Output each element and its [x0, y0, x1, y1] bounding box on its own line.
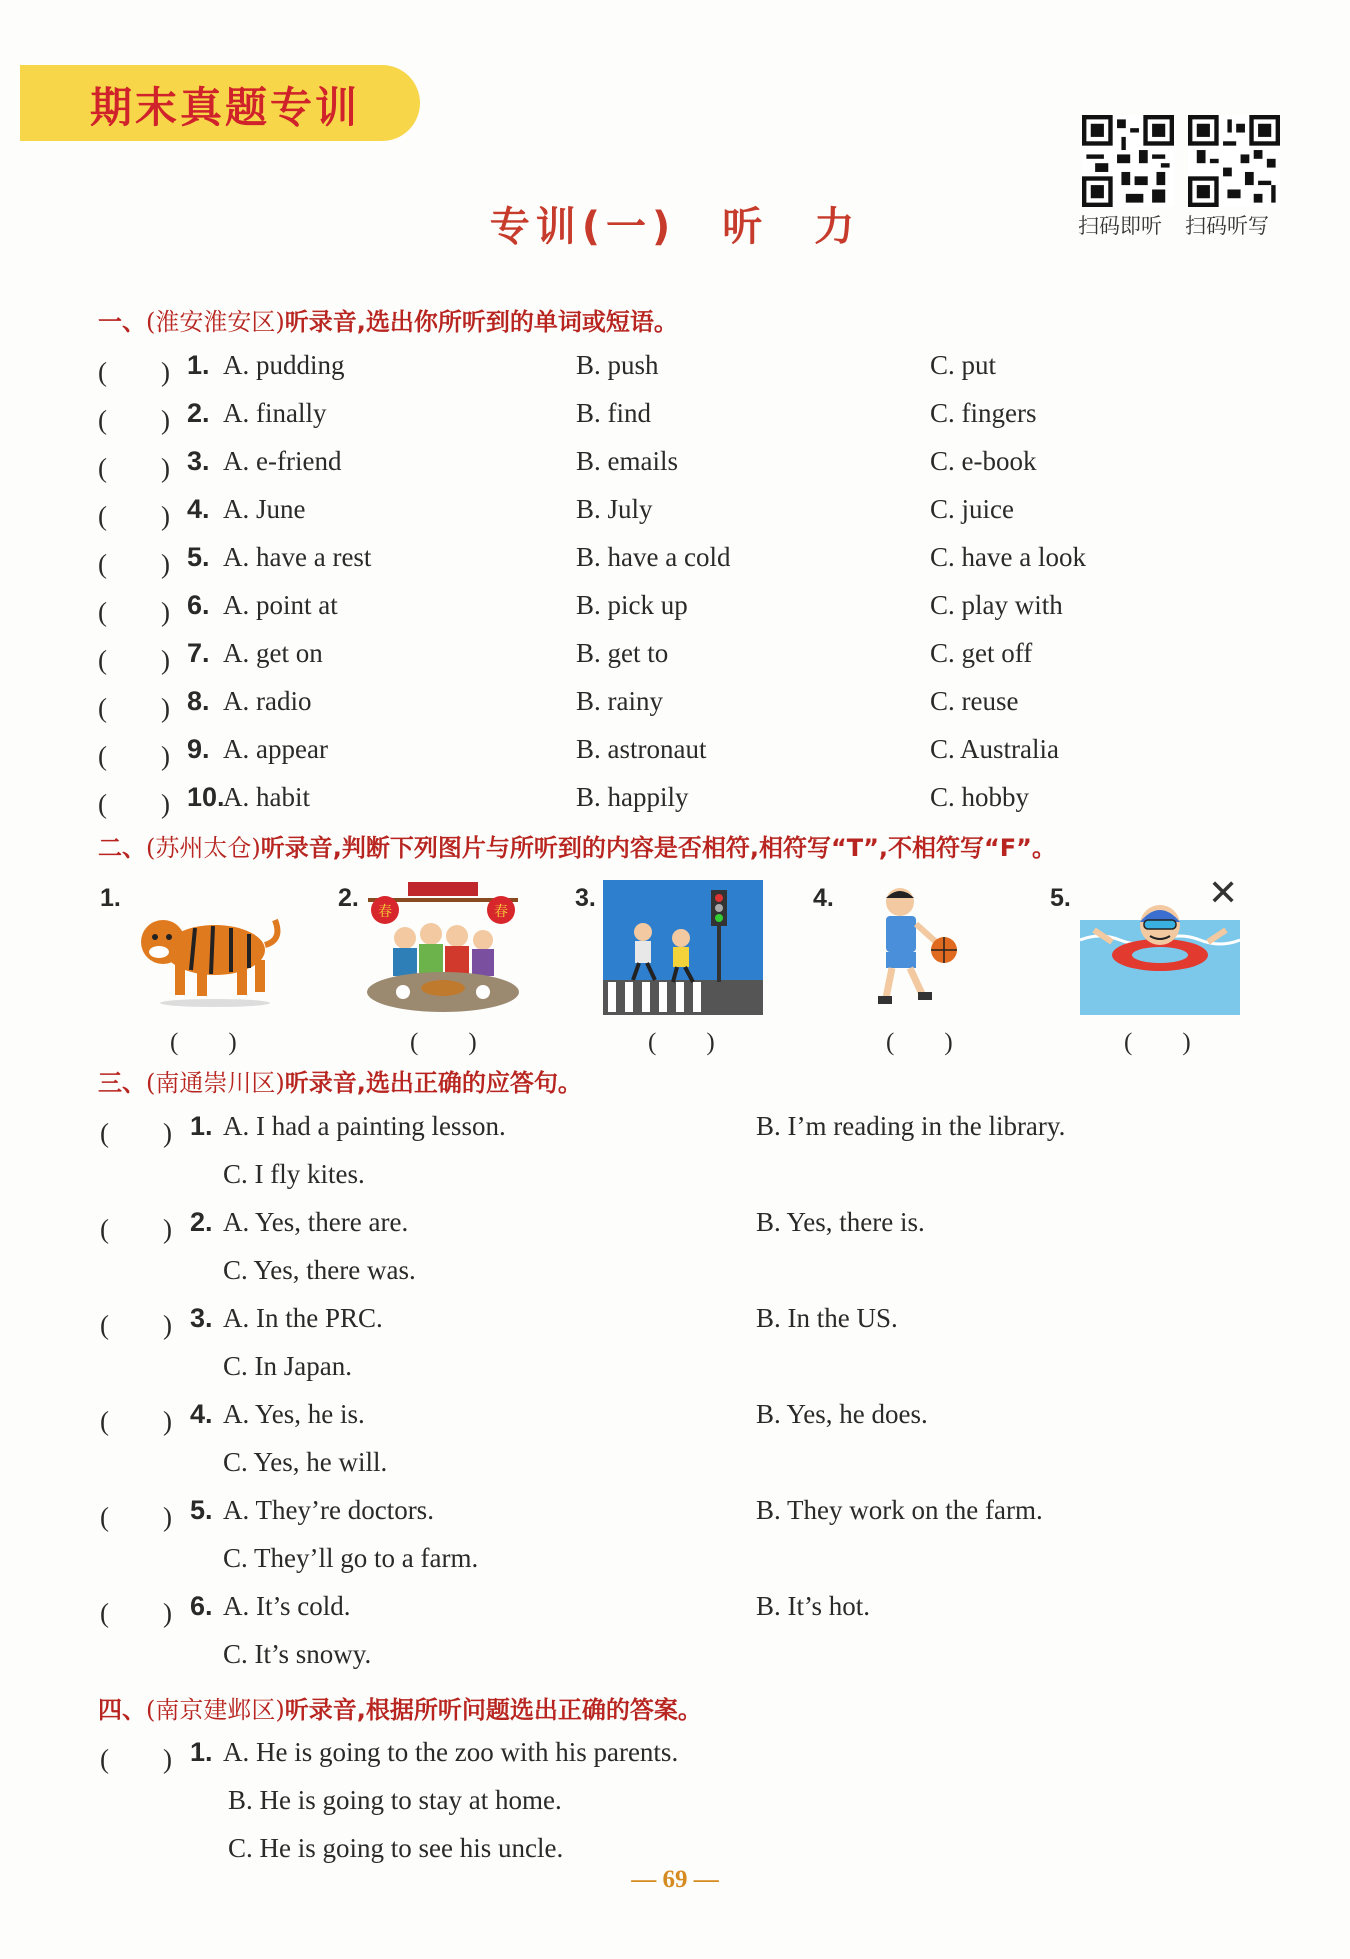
answer-blank[interactable]: ( ) [98, 645, 170, 675]
option-a: A. habit [223, 782, 310, 812]
option-c: C. juice [930, 494, 1014, 524]
option-c: C. I fly kites. [223, 1159, 365, 1189]
option-c: C. Yes, there was. [223, 1255, 416, 1285]
option-b: B. Yes, he does. [756, 1399, 928, 1429]
option-c: C. They’ll go to a farm. [223, 1543, 479, 1573]
section-heading-1: 一、(淮安淮安区)听录音,选出你所听到的单词或短语。 [98, 308, 678, 336]
answer-blank[interactable]: ( ) [98, 549, 170, 579]
option-a: A. They’re doctors. [223, 1495, 434, 1525]
option-c: C. get off [930, 638, 1033, 668]
option-a: A. radio [223, 686, 312, 716]
option-b: B. They work on the farm. [756, 1495, 1043, 1525]
option-b: B. pick up [576, 590, 688, 620]
banner-text: 期末真题专训 [90, 83, 361, 132]
question-number: 9. [187, 734, 210, 764]
option-c: C. play with [930, 590, 1063, 620]
question-number: 2. [190, 1207, 213, 1237]
option-b: B. rainy [576, 686, 663, 716]
option-b: B. In the US. [756, 1303, 898, 1333]
answer-blank[interactable]: ( ) [410, 1029, 477, 1056]
question-number: 5. [187, 542, 210, 572]
option-a: A. appear [223, 734, 328, 764]
tiger-picture [125, 880, 285, 1015]
answer-blank[interactable]: ( ) [100, 1502, 172, 1532]
option-b: B. Yes, there is. [756, 1207, 925, 1237]
answer-blank[interactable]: ( ) [98, 453, 170, 483]
option-b: B. push [576, 350, 659, 380]
option-c: C. Yes, he will. [223, 1447, 388, 1477]
option-b: B. July [576, 494, 653, 524]
option-c: C. have a look [930, 542, 1086, 572]
answer-blank[interactable]: ( ) [100, 1214, 172, 1244]
option-b: B. have a cold [576, 542, 731, 572]
option-a: A. have a rest [223, 542, 372, 572]
banner-char: 春 [378, 904, 392, 920]
option-a: A. June [223, 494, 306, 524]
section-heading-4: 四、(南京建邺区)听录音,根据所听问题选出正确的答案。 [98, 1696, 702, 1724]
answer-blank[interactable]: ( ) [98, 693, 170, 723]
picture-number: 3. [575, 884, 596, 912]
option-b: B. emails [576, 446, 678, 476]
answer-blank[interactable]: ( ) [100, 1598, 172, 1628]
picture-number: 1. [100, 884, 121, 912]
option-a: A. In the PRC. [223, 1303, 383, 1333]
option-b: B. It’s hot. [756, 1591, 871, 1621]
qr-code-icon [1188, 115, 1280, 207]
option-a: A. Yes, there are. [223, 1207, 409, 1237]
answer-blank[interactable]: ( ) [100, 1310, 172, 1340]
option-a: A. pudding [223, 350, 345, 380]
question-number: 2. [187, 398, 210, 428]
picture-number: 4. [813, 884, 834, 912]
answer-blank[interactable]: ( ) [98, 597, 170, 627]
question-number: 7. [187, 638, 210, 668]
option-c: C. Australia [930, 734, 1059, 764]
banner-char: 春 [494, 904, 508, 920]
option-a: A. point at [223, 590, 338, 620]
option-b: B. find [576, 398, 652, 428]
question-number: 6. [190, 1591, 213, 1621]
picture-number: 5. [1050, 884, 1071, 912]
question-number: 3. [190, 1303, 213, 1333]
answer-blank[interactable]: ( ) [100, 1406, 172, 1436]
answer-blank[interactable]: ( ) [98, 789, 170, 819]
qr-code-icon [1082, 115, 1174, 207]
basketball-player-picture [840, 880, 1000, 1015]
question-number: 1. [187, 350, 210, 380]
section-banner [20, 65, 420, 141]
qr-label-listen: 扫码即听 [1078, 214, 1162, 238]
option-c: C. In Japan. [223, 1351, 352, 1381]
question-number: 6. [187, 590, 210, 620]
page-number: — 69 — [631, 1866, 719, 1893]
answer-blank[interactable]: ( ) [100, 1118, 172, 1148]
option-a: A. e-friend [223, 446, 342, 476]
question-number: 8. [187, 686, 210, 716]
question-number: 5. [190, 1495, 213, 1525]
picture-number: 2. [338, 884, 359, 912]
option-b: B. He is going to stay at home. [228, 1785, 562, 1815]
option-a: A. Yes, he is. [223, 1399, 365, 1429]
option-c: C. It’s snowy. [223, 1639, 372, 1669]
option-b: B. I’m reading in the library. [756, 1111, 1066, 1141]
option-a: A. get on [223, 638, 323, 668]
option-b: B. happily [576, 782, 689, 812]
option-c: C. fingers [930, 398, 1037, 428]
question-number: 4. [187, 494, 210, 524]
option-b: B. astronaut [576, 734, 707, 764]
option-c: C. reuse [930, 686, 1019, 716]
answer-blank[interactable]: ( ) [100, 1744, 172, 1774]
question-number: 4. [190, 1399, 213, 1429]
page-title: 专训(一) 听 力 [489, 204, 861, 250]
option-c: C. He is going to see his uncle. [228, 1833, 564, 1863]
option-a: A. I had a painting lesson. [223, 1111, 506, 1141]
option-a: A. It’s cold. [223, 1591, 351, 1621]
question-number: 3. [187, 446, 210, 476]
qr-label-dictation: 扫码听写 [1185, 214, 1269, 238]
answer-blank[interactable]: ( ) [886, 1029, 953, 1056]
option-a: A. He is going to the zoo with his parents. [223, 1737, 679, 1767]
question-number: 10. [187, 782, 225, 812]
answer-mark: ✕ [1208, 873, 1239, 913]
answer-blank[interactable]: ( ) [98, 741, 170, 771]
option-c: C. put [930, 350, 997, 380]
section-heading-3: 三、(南通崇川区)听录音,选出正确的应答句。 [98, 1069, 582, 1097]
option-b: B. get to [576, 638, 669, 668]
answer-blank[interactable]: ( ) [648, 1029, 715, 1056]
crossing-road-picture [603, 880, 763, 1015]
option-c: C. e-book [930, 446, 1037, 476]
answer-blank[interactable]: ( ) [98, 357, 170, 387]
question-number: 1. [190, 1737, 213, 1767]
option-a: A. finally [223, 398, 327, 428]
spring-festival-dinner-picture [363, 880, 523, 1015]
question-number: 1. [190, 1111, 213, 1141]
answer-blank[interactable]: ( ) [1124, 1029, 1191, 1056]
section-heading-2: 二、(苏州太仓)听录音,判断下列图片与所听到的内容是否相符,相符写“T”,不相符写“F”。 [98, 834, 1056, 862]
answer-blank[interactable]: ( ) [98, 405, 170, 435]
answer-blank[interactable]: ( ) [98, 501, 170, 531]
answer-blank[interactable]: ( ) [170, 1029, 237, 1056]
option-c: C. hobby [930, 782, 1030, 812]
